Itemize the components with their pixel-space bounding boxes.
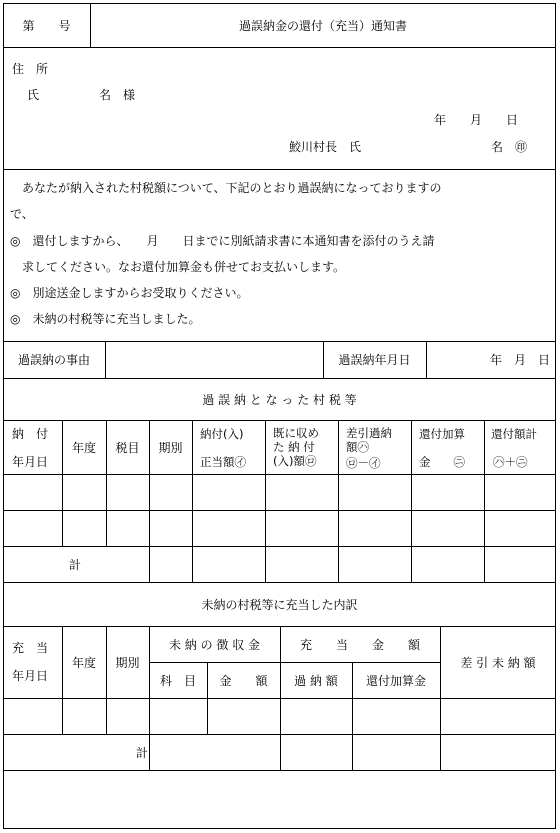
option-remit: ◎ 別途送金しますからお受取りください。 <box>10 286 249 300</box>
overpaid-total-cell <box>3 546 149 582</box>
reason-divider-1 <box>105 341 106 378</box>
overpaid-table-title: 過 誤 納 と な っ た 村 税 等 <box>202 392 357 407</box>
sub-col-interest <box>352 662 440 698</box>
overpaid-date-label-cell <box>323 341 426 378</box>
col-proper-amount-line-2: 正当額㋑ <box>200 455 246 469</box>
option-applied: ◎ 未納の村税等に充当しました。 <box>10 312 201 326</box>
col-refund-interest <box>411 420 484 474</box>
col-proper-amount <box>192 420 265 474</box>
col-refund-interest-line-2: 金 ㋥ <box>419 455 465 469</box>
col-payment-date-line-2: 年月日 <box>12 455 49 469</box>
group-applied-amount <box>280 626 440 662</box>
col-applied-date-line-2: 年月日 <box>12 669 49 683</box>
notice-line-1: あなたが納入された村税額について、下記のとおり過誤納になっておりますの <box>10 181 442 195</box>
col-paid-amount-line-3: (入)額㋺ <box>273 454 317 468</box>
sub-col-item <box>149 662 207 698</box>
col-fiscal-year <box>62 420 106 474</box>
remarks-area <box>3 770 556 829</box>
col-applied-date <box>3 626 62 698</box>
col-remaining-unpaid-label: 差 引 未 納 額 <box>460 655 536 670</box>
col-applied-date-line-1: 充 当 <box>12 641 49 655</box>
notice-number-label: 第 号 <box>22 18 71 33</box>
group-unpaid-collection-label: 未 納 の 徴 収 金 <box>168 637 261 652</box>
col-proper-amount-line-1: 納付(入) <box>200 427 244 441</box>
col-overpaid-diff <box>338 420 411 474</box>
option-refund-line-1: ◎ 還付しますから、 月 日までに別紙請求書に本通知書を添付のうえ請 <box>10 234 435 248</box>
col-applied-year <box>62 626 106 698</box>
notice-number-cell <box>3 3 90 47</box>
sub-col-amount-label: 金 額 <box>219 673 268 688</box>
table-row <box>3 510 556 511</box>
header-bottom-line <box>3 47 556 48</box>
col-tax-item-label: 税目 <box>115 440 140 455</box>
seal-label: 名 ㊞ <box>491 140 528 154</box>
col-paid-amount-line-2: た 納 付 <box>273 440 315 454</box>
table-row <box>3 698 556 699</box>
applied-total-cell <box>3 734 280 770</box>
title-cell <box>90 3 556 47</box>
table-row <box>3 474 556 475</box>
col-applied-period-label: 期別 <box>115 655 140 670</box>
col-refund-total-line-1: 還付額計 <box>491 427 537 441</box>
sub-col-overpaid <box>280 662 352 698</box>
address-label: 住 所 <box>12 62 49 76</box>
col-period <box>149 420 192 474</box>
col-applied-period <box>106 626 149 698</box>
applied-table-title: 未納の村税等に充当した内訳 <box>201 597 358 612</box>
option-refund-line-2: 求してください。なお還付加算金も併せてお支払いします。 <box>10 260 346 274</box>
col-refund-total-line-2: ㋩＋㋥ <box>493 455 528 469</box>
col-remaining-unpaid <box>440 626 556 698</box>
group-unpaid-collection <box>149 626 280 662</box>
col-applied-year-label: 年度 <box>71 655 96 670</box>
col-overpaid-diff-line-2: 額㋩ <box>346 440 369 454</box>
issuer-label: 鮫川村長 氏 <box>289 140 362 154</box>
issue-date-label: 年 月 日 <box>434 113 519 127</box>
col-payment-date-line-1: 納 付 <box>12 427 49 441</box>
col-payment-date <box>3 420 62 474</box>
address-bottom-line <box>3 169 556 170</box>
sub-col-overpaid-label: 過 納 額 <box>294 673 338 688</box>
col-refund-interest-line-1: 還付加算 <box>419 427 465 441</box>
col-refund-total <box>484 420 556 474</box>
reason-label-cell <box>3 341 105 378</box>
overpaid-table-title-cell <box>3 378 556 420</box>
col-paid-amount-line-1: 既に収め <box>273 426 319 440</box>
group-applied-amount-label: 充 当 金 額 <box>299 637 420 652</box>
notice-line-2: で、 <box>10 207 34 221</box>
reason-label: 過誤納の事由 <box>17 353 90 367</box>
sub-col-amount <box>207 662 280 698</box>
applied-total-label: 計 <box>136 745 149 760</box>
document-title: 過誤納金の還付（充当）通知書 <box>238 18 407 33</box>
overpaid-date-label: 過誤納年月日 <box>338 353 411 367</box>
col-overpaid-diff-line-3: ㋺－㋑ <box>346 456 381 470</box>
col-period-label: 期別 <box>158 440 183 455</box>
col-paid-amount <box>265 420 338 474</box>
overpaid-total-label: 計 <box>68 557 81 572</box>
col-tax-item <box>106 420 149 474</box>
sub-col-interest-label: 還付加算金 <box>365 673 426 688</box>
col-overpaid-diff-line-1: 差引過納 <box>346 426 392 440</box>
applied-table-title-cell <box>3 582 556 626</box>
col-fiscal-year-label: 年度 <box>71 440 96 455</box>
overpaid-date-value-cell <box>426 341 556 378</box>
recipient-name-label: 氏 名 様 <box>27 88 136 102</box>
sub-col-item-label: 科 目 <box>159 673 196 688</box>
overpaid-date-value: 年 月 日 <box>489 353 550 367</box>
